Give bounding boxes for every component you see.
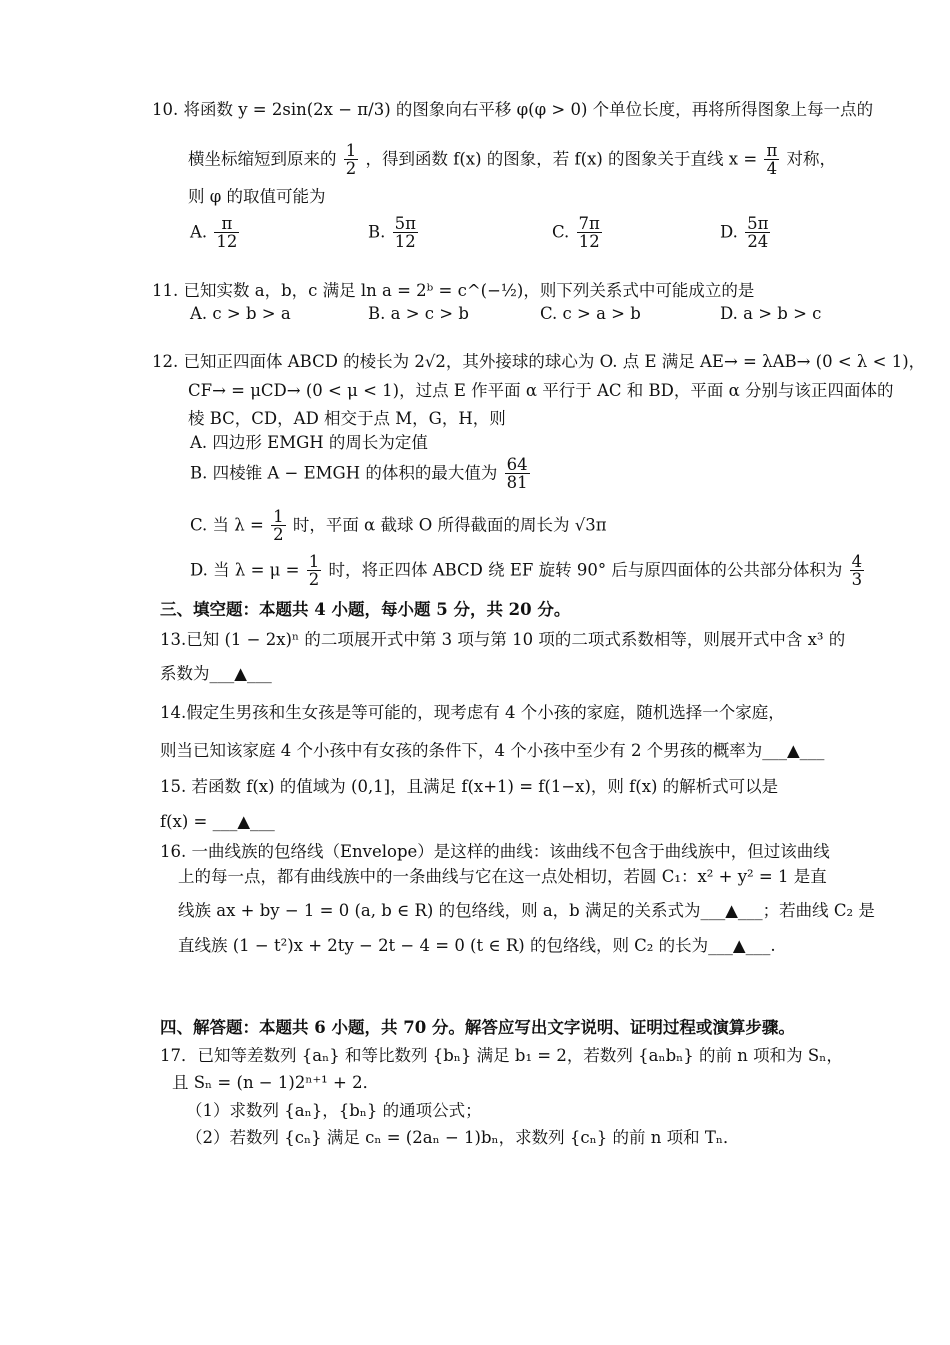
q12-option-d-num: 1 xyxy=(308,552,320,571)
q10-option-a-label: A. xyxy=(190,222,208,242)
q10-option-a xyxy=(190,215,241,251)
q12-option-d-frac2 xyxy=(850,553,865,589)
q13-line2: 系数为___▲___ xyxy=(160,664,272,683)
q12-line3: 棱 BC，CD，AD 相交于点 M，G，H，则 xyxy=(188,409,506,428)
q12-option-d-text-b: 时，将正四体 ABCD 绕 EF 旋转 90° 后与原四面体的公共部分体积为 xyxy=(328,560,843,580)
q12-option-b xyxy=(190,456,532,492)
q10-line2-a: 横坐标缩短到原来的 xyxy=(188,149,337,169)
q10-option-c-label: C. xyxy=(552,222,570,242)
q16-line1: 16. 一曲线族的包络线（Envelope）是这样的曲线：该曲线不包含于曲线族中，但过该曲线 xyxy=(160,842,830,861)
q12-option-b-num: 64 xyxy=(506,455,528,474)
q12-option-d-den2: 3 xyxy=(851,570,863,590)
q13-line1: 13.已知 (1 − 2x)ⁿ 的二项展开式中第 3 项与第 10 项的二项式系数相等，则展开式中含 x³ 的 xyxy=(160,630,846,649)
q12-option-c-text-b: 时，平面 α 截球 O 所得截面的周长为 √3π xyxy=(292,515,607,535)
q12-option-c-text-a: C. 当 λ = xyxy=(190,515,264,535)
q12-option-d-den: 2 xyxy=(308,570,320,590)
q11-option-b: B. a > c > b xyxy=(368,304,469,323)
q11-option-d: D. a > b > c xyxy=(720,304,822,323)
q17-part2: （2）若数列 {cₙ} 满足 cₙ = (2aₙ − 1)bₙ，求数列 {cₙ} 的前 n 项和 Tₙ． xyxy=(186,1128,740,1147)
q10-fraction-pi4 xyxy=(764,142,779,178)
q12-option-a: A. 四边形 EMGH 的周长为定值 xyxy=(190,433,428,452)
q12-option-b-den: 81 xyxy=(506,473,528,493)
q16-line2: 上的每一点，都有曲线族中的一条曲线与它在这一点处相切，若圆 C₁：x² + y² = 1 是直 xyxy=(178,867,827,886)
q10-line2-c: 对称， xyxy=(786,149,837,169)
q11-option-a: A. c > b > a xyxy=(190,304,291,323)
q17-part1: （1）求数列 {aₙ}，{bₙ} 的通项公式； xyxy=(186,1101,482,1120)
section-3-heading: 三、填空题：本题共 4 小题，每小题 5 分，共 20 分。 xyxy=(160,600,571,619)
q10-option-a-num: π xyxy=(214,215,239,233)
q12-option-c-num: 1 xyxy=(273,507,284,526)
q12-option-b-frac xyxy=(505,456,530,492)
q15-line2: f(x) = ___▲___ xyxy=(160,812,275,831)
q12-line2: CF→ = μCD→ (0 < μ < 1)，过点 E 作平面 α 平行于 AC 和 BD，平面 α 分别与该正四面体的 xyxy=(188,381,894,400)
q12-option-d-frac xyxy=(307,553,322,589)
q14-line1: 14.假定生男孩和生女孩是等可能的，现考虑有 4 个小孩的家庭，随机选择一个家庭， xyxy=(160,703,785,722)
q10-line3: 则 φ 的取值可能为 xyxy=(188,187,326,206)
q10-option-c-num: 7π xyxy=(578,214,600,233)
q10-option-b-num: 5π xyxy=(394,214,416,233)
q12-option-c xyxy=(190,508,607,544)
q10-option-b-den: 12 xyxy=(394,232,416,252)
q12-option-c-den: 2 xyxy=(273,525,284,545)
q10-option-b-frac xyxy=(393,215,418,251)
q10-fraction-half xyxy=(344,142,359,178)
q10-option-c-den: 12 xyxy=(578,232,600,252)
q10-option-c xyxy=(552,215,604,251)
q14-line2: 则当已知该家庭 4 个小孩中有女孩的条件下，4 个小孩中至少有 2 个男孩的概率为___▲___ xyxy=(160,741,825,760)
q10-option-d-frac xyxy=(745,215,770,251)
q10-frac2-num: π xyxy=(766,141,778,160)
q11-line1: 11. 已知实数 a，b，c 满足 ln a = 2ᵇ = c^(−½)，则下列关系式中可能成立的是 xyxy=(152,281,755,300)
q10-option-d xyxy=(720,215,772,251)
q10-line2 xyxy=(188,142,836,178)
q10-option-a-frac xyxy=(214,215,239,251)
q17-line2: 且 Sₙ = (n − 1)2ⁿ⁺¹ + 2． xyxy=(172,1073,380,1092)
q12-line1: 12. 已知正四面体 ABCD 的棱长为 2√2，其外接球的球心为 O. 点 E 满足 AE→ = λAB→ (0 < λ < 1)， xyxy=(152,352,926,371)
q17-line1: 17．已知等差数列 {aₙ} 和等比数列 {bₙ} 满足 b₁ = 2，若数列 {aₙbₙ} 的前 n 项和为 Sₙ， xyxy=(160,1046,843,1065)
q16-line3: 线族 ax + by − 1 = 0 (a, b ∈ R) 的包络线，则 a，b 满足的关系式为___▲___；若曲线 C₂ 是 xyxy=(178,901,875,920)
q12-option-d-num2: 4 xyxy=(851,552,863,571)
q16-line4: 直线族 (1 − t²)x + 2ty − 2t − 4 = 0 (t ∈ R) 的包络线，则 C₂ 的长为___▲___. xyxy=(178,936,776,955)
q12-option-d xyxy=(190,553,866,589)
q10-frac-den: 2 xyxy=(345,159,357,179)
q10-option-d-den: 24 xyxy=(747,232,769,252)
q15-line1: 15. 若函数 f(x) 的值域为 (0,1]，且满足 f(x+1) = f(1−x)，则 f(x) 的解析式可以是 xyxy=(160,777,779,796)
q12-option-c-frac xyxy=(271,508,286,544)
q10-frac-num: 1 xyxy=(345,141,357,160)
q11-option-c: C. c > a > b xyxy=(540,304,641,323)
q10-option-c-frac xyxy=(577,215,602,251)
q10-option-a-den: 12 xyxy=(216,232,238,252)
q10-option-b xyxy=(368,215,420,251)
q10-option-d-num: 5π xyxy=(747,214,769,233)
q12-option-d-text-a: D. 当 λ = μ = xyxy=(190,560,300,580)
q10-line1: 10. 将函数 y = 2sin(2x − π/3) 的图象向右平移 φ(φ > 0) 个单位长度，再将所得图象上每一点的 xyxy=(152,100,874,119)
q10-option-d-label: D. xyxy=(720,222,738,242)
q10-line2-b: ，得到函数 f(x) 的图象，若 f(x) 的图象关于直线 x = xyxy=(365,149,758,169)
q10-frac2-den: 4 xyxy=(766,159,778,179)
q12-option-b-text: B. 四棱锥 A − EMGH 的体积的最大值为 xyxy=(190,463,498,483)
q10-option-b-label: B. xyxy=(368,222,386,242)
section-4-heading: 四、解答题：本题共 6 小题，共 70 分。解答应写出文字说明、证明过程或演算步骤。 xyxy=(160,1018,795,1037)
